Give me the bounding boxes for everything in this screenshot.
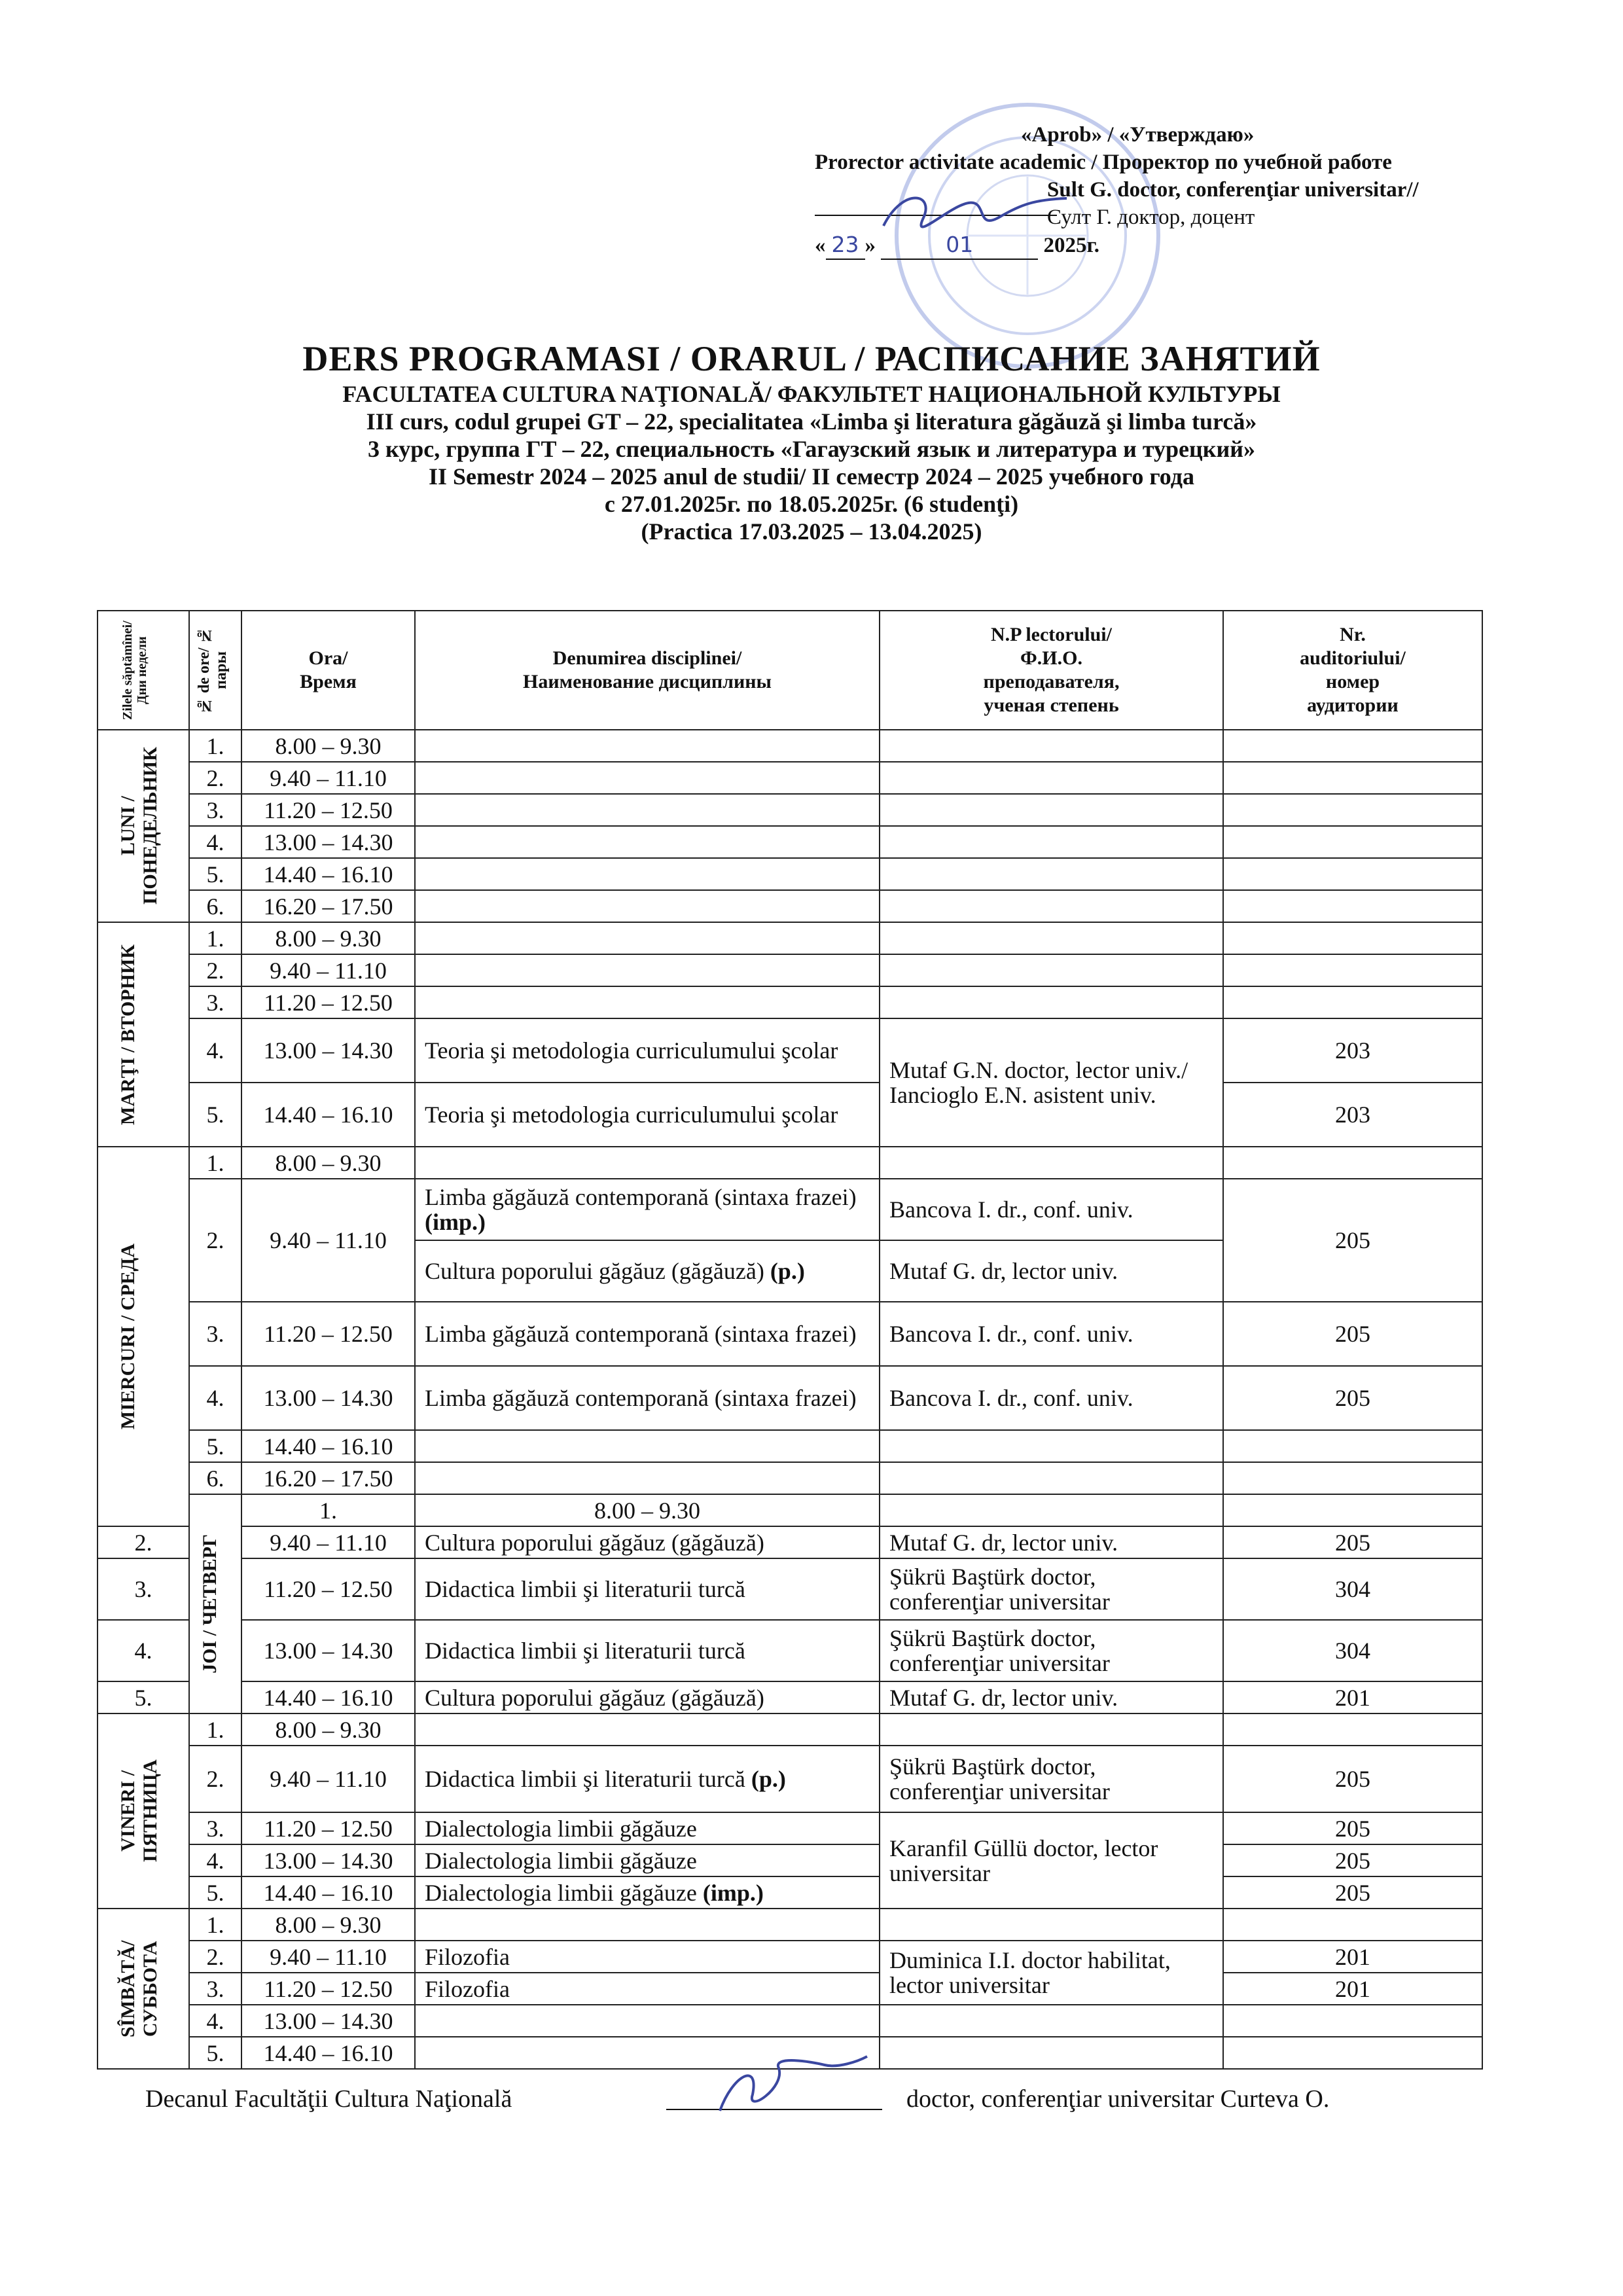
table-row: 3. 11.20 – 12.50 Limba găgăuză contemporană (sintaxa frazei) Bancova I. dr., conf. univ. 205: [98, 1302, 1482, 1366]
table-row: 4. 13.00 – 14.30 Limba găgăuză contemporană (sintaxa frazei) Bancova I. dr., conf. univ. 205: [98, 1366, 1482, 1430]
lecturer-cell: Duminica I.I. doctor habilitat, lector universitar: [880, 1941, 1223, 2005]
lecturer-cell: Mutaf G. dr, lector univ.: [880, 1240, 1223, 1302]
table-row: VINERI / ПЯТНИЦА 1. 8.00 – 9.30: [98, 1713, 1482, 1746]
approval-year: 2025г.: [1043, 234, 1100, 257]
room-cell: 203: [1223, 1018, 1482, 1083]
approval-title: «Aprob» / «Утверждаю»: [1021, 123, 1255, 147]
lecturer-cell: Bancova I. dr., conf. univ.: [880, 1179, 1223, 1240]
lecturer-cell: Bancova I. dr., conf. univ.: [880, 1366, 1223, 1430]
table-row: 3. 11.20 – 12.50: [98, 794, 1482, 826]
table-row: 2. 9.40 – 11.10 Limba găgăuză contemporană (sintaxa frazei) (imp.) Bancova I. dr., conf. univ. 205: [98, 1179, 1482, 1240]
table-row: 6. 16.20 – 17.50: [98, 1462, 1482, 1494]
table-row: 4. 13.00 – 14.30 Dialectologia limbii găgăuze 205: [98, 1844, 1482, 1876]
room-cell: 203: [1223, 1083, 1482, 1147]
semester-info: II Semestr 2024 – 2025 anul de studii/ II семестр 2024 – 2025 учебного года: [429, 463, 1194, 490]
subject-cell: Filozofia: [415, 1973, 880, 2005]
table-row: JOI / ЧЕТВЕРГ 1. 8.00 – 9.30: [98, 1494, 1482, 1526]
subject-cell: Dialectologia limbii găgăuze (imp.): [415, 1876, 880, 1909]
day-thursday: JOI / ЧЕТВЕРГ: [189, 1494, 241, 1713]
room-cell: 304: [1223, 1558, 1482, 1620]
lecturer-cell: Karanfil Güllü doctor, lector universitar: [880, 1812, 1223, 1909]
header-subject: Denumirea disciplinei/ Наименование дисциплины: [415, 611, 880, 730]
lecturer-cell: Şükrü Baştürk doctor, conferenţiar universitar: [880, 1746, 1223, 1812]
subject-cell: Cultura poporului găgăuz (găgăuză): [415, 1526, 880, 1558]
room-cell: 205: [1223, 1746, 1482, 1812]
table-row: SÎMBĂTĂ/ СУББОТА 1. 8.00 – 9.30: [98, 1909, 1482, 1941]
header-room: Nr. auditoriului/ номер аудитории: [1223, 611, 1482, 730]
lecturer-cell: Mutaf G.N. doctor, lector univ./ Iancioglo E.N. asistent univ.: [880, 1018, 1223, 1147]
subject-cell: Limba găgăuză contemporană (sintaxa frazei): [415, 1366, 880, 1430]
room-cell: 205: [1223, 1812, 1482, 1844]
subject-cell: Teoria şi metodologia curriculumului şcolar: [415, 1018, 880, 1083]
subject-cell: Limba găgăuză contemporană (sintaxa frazei) (imp.): [415, 1179, 880, 1240]
subject-cell: Didactica limbii şi literaturii turcă: [415, 1558, 880, 1620]
faculty-name: FACULTATEA CULTURA NAŢIONALĂ/ ФАКУЛЬТЕТ НАЦИОНАЛЬНОЙ КУЛЬТУРЫ: [342, 381, 1281, 407]
header-pair: № de ore/ № пары: [189, 611, 241, 730]
subject-cell: Cultura poporului găgăuz (găgăuză): [415, 1681, 880, 1713]
subject-cell: Filozofia: [415, 1941, 880, 1973]
table-row: 4. 13.00 – 14.30: [98, 2005, 1482, 2037]
group-info-ro: III curs, codul grupei GT – 22, specialitatea «Limba şi literatura găgăuză şi limba turcă»: [366, 408, 1257, 435]
room-cell: 205: [1223, 1179, 1482, 1302]
table-row: 2. 9.40 – 11.10: [98, 762, 1482, 794]
table-row: 5. 14.40 – 16.10: [98, 1430, 1482, 1462]
room-cell: 201: [1223, 1973, 1482, 2005]
day-monday: LUNI / ПОНЕДЕЛЬНИК: [98, 730, 189, 922]
subject-cell: Teoria şi metodologia curriculumului şcolar: [415, 1083, 880, 1147]
group-info-ru: 3 курс, группа ГТ – 22, специальность «Гагаузский язык и литература и турецкий»: [367, 436, 1255, 462]
table-row: 4. 13.00 – 14.30 Didactica limbii şi literaturii turcă Şükrü Baştürk doctor, conferenţiar universitar 304: [98, 1620, 1482, 1681]
dean-signature: [707, 2049, 870, 2121]
table-row: 4. 13.00 – 14.30: [98, 826, 1482, 858]
table-header-row: [98, 611, 1482, 730]
subject-cell: Limba găgăuză contemporană (sintaxa frazei): [415, 1302, 880, 1366]
dean-name: doctor, conferenţiar universitar Curteva O.: [906, 2085, 1330, 2113]
day-wednesday: MIERCURI / СРЕДА: [98, 1147, 189, 1526]
room-cell: 205: [1223, 1366, 1482, 1430]
lecturer-cell: Mutaf G. dr, lector univ.: [880, 1681, 1223, 1713]
dean-label: Decanul Facultăţii Cultura Naţională: [145, 2085, 512, 2113]
table-row: 2. 9.40 – 11.10 Didactica limbii şi literaturii turcă (p.) Şükrü Baştürk doctor, conferenţiar universitar 205: [98, 1746, 1482, 1812]
table-row: 3. 11.20 – 12.50 Didactica limbii şi literaturii turcă Şükrü Baştürk doctor, conferenţiar universitar 304: [98, 1558, 1482, 1620]
header-day: Zilele săptămînei/ Дни недели: [98, 611, 189, 730]
table-row: 5. 14.40 – 16.10: [98, 2037, 1482, 2069]
header-lecturer: N.P lectorului/ Ф.И.О. преподавателя, ученая степень: [880, 611, 1223, 730]
day-saturday: SÎMBĂTĂ/ СУББОТА: [98, 1909, 189, 2069]
table-row: 3. 11.20 – 12.50 Dialectologia limbii găgăuze Karanfil Güllü doctor, lector universitar 205: [98, 1812, 1482, 1844]
table-row: 2. 9.40 – 11.10 Filozofia Duminica I.I. doctor habilitat, lector universitar 201: [98, 1941, 1482, 1973]
schedule-table: [97, 610, 1483, 2070]
room-cell: 205: [1223, 1844, 1482, 1876]
table-row: 6. 16.20 – 17.50: [98, 890, 1482, 922]
approval-position: Prorector activitate academic / Проректор по учебной работе: [815, 151, 1392, 174]
room-cell: 205: [1223, 1526, 1482, 1558]
approval-day: 23: [826, 231, 865, 260]
day-tuesday: MARŢI / ВТОРНИК: [98, 922, 189, 1147]
lecturer-cell: Bancova I. dr., conf. univ.: [880, 1302, 1223, 1366]
subject-cell: Cultura poporului găgăuz (găgăuză) (p.): [415, 1240, 880, 1302]
table-row: 5. 14.40 – 16.10 Dialectologia limbii găgăuze (imp.) 205: [98, 1876, 1482, 1909]
period-dates: с 27.01.2025г. по 18.05.2025г. (6 studenţi): [604, 491, 1019, 517]
approval-signature: [877, 180, 1073, 252]
table-row: 3. 11.20 – 12.50 Filozofia 201: [98, 1973, 1482, 2005]
room-cell: 205: [1223, 1302, 1482, 1366]
room-cell: 205: [1223, 1876, 1482, 1909]
table-row: MARŢI / ВТОРНИК 1. 8.00 – 9.30: [98, 922, 1482, 954]
table-row: 2. 9.40 – 11.10 Cultura poporului găgăuz (găgăuză) Mutaf G. dr, lector univ. 205: [98, 1526, 1482, 1558]
table-row: 5. 14.40 – 16.10 Cultura poporului găgăuz (găgăuză) Mutaf G. dr, lector univ. 201: [98, 1681, 1482, 1713]
table-row: LUNI / ПОНЕДЕЛЬНИК 1. 8.00 – 9.30: [98, 730, 1482, 762]
approval-name-ru: Султ Г. доктор, доцент: [1047, 206, 1255, 229]
lecturer-cell: Şükrü Baştürk doctor, conferenţiar universitar: [880, 1620, 1223, 1681]
subject-cell: Dialectologia limbii găgăuze: [415, 1844, 880, 1876]
schedule-heading: [0, 337, 1623, 545]
room-cell: 201: [1223, 1681, 1482, 1713]
table-row: 2. 9.40 – 11.10: [98, 954, 1482, 986]
header-time: Ora/ Время: [241, 611, 415, 730]
table-row: 4. 13.00 – 14.30 Teoria şi metodologia curriculumului şcolar Mutaf G.N. doctor, lector univ./ Iancioglo E.N. asistent univ. 203: [98, 1018, 1482, 1083]
table-row: MIERCURI / СРЕДА 1. 8.00 – 9.30: [98, 1147, 1482, 1179]
room-cell: 304: [1223, 1620, 1482, 1681]
subject-cell: Didactica limbii şi literaturii turcă (p.): [415, 1746, 880, 1812]
day-friday: VINERI / ПЯТНИЦА: [98, 1713, 189, 1909]
approval-date: « 23 » 01 2025г.: [812, 231, 1486, 260]
lecturer-cell: Şükrü Baştürk doctor, conferenţiar universitar: [880, 1558, 1223, 1620]
table-row: 5. 14.40 – 16.10 Teoria şi metodologia curriculumului şcolar 203: [98, 1083, 1482, 1147]
table-row: 3. 11.20 – 12.50: [98, 986, 1482, 1018]
approval-month: 01: [881, 231, 1038, 260]
page-title: DERS PROGRAMASI / ORARUL / РАСПИСАНИЕ ЗАНЯТИЙ: [302, 339, 1321, 378]
room-cell: 201: [1223, 1941, 1482, 1973]
approval-name-ro: Sult G. doctor, conferenţiar universitar//: [1047, 178, 1419, 202]
practice-dates: (Practica 17.03.2025 – 13.04.2025): [641, 518, 982, 545]
subject-cell: Didactica limbii şi literaturii turcă: [415, 1620, 880, 1681]
table-row: 5. 14.40 – 16.10: [98, 858, 1482, 890]
lecturer-cell: Mutaf G. dr, lector univ.: [880, 1526, 1223, 1558]
subject-cell: Dialectologia limbii găgăuze: [415, 1812, 880, 1844]
